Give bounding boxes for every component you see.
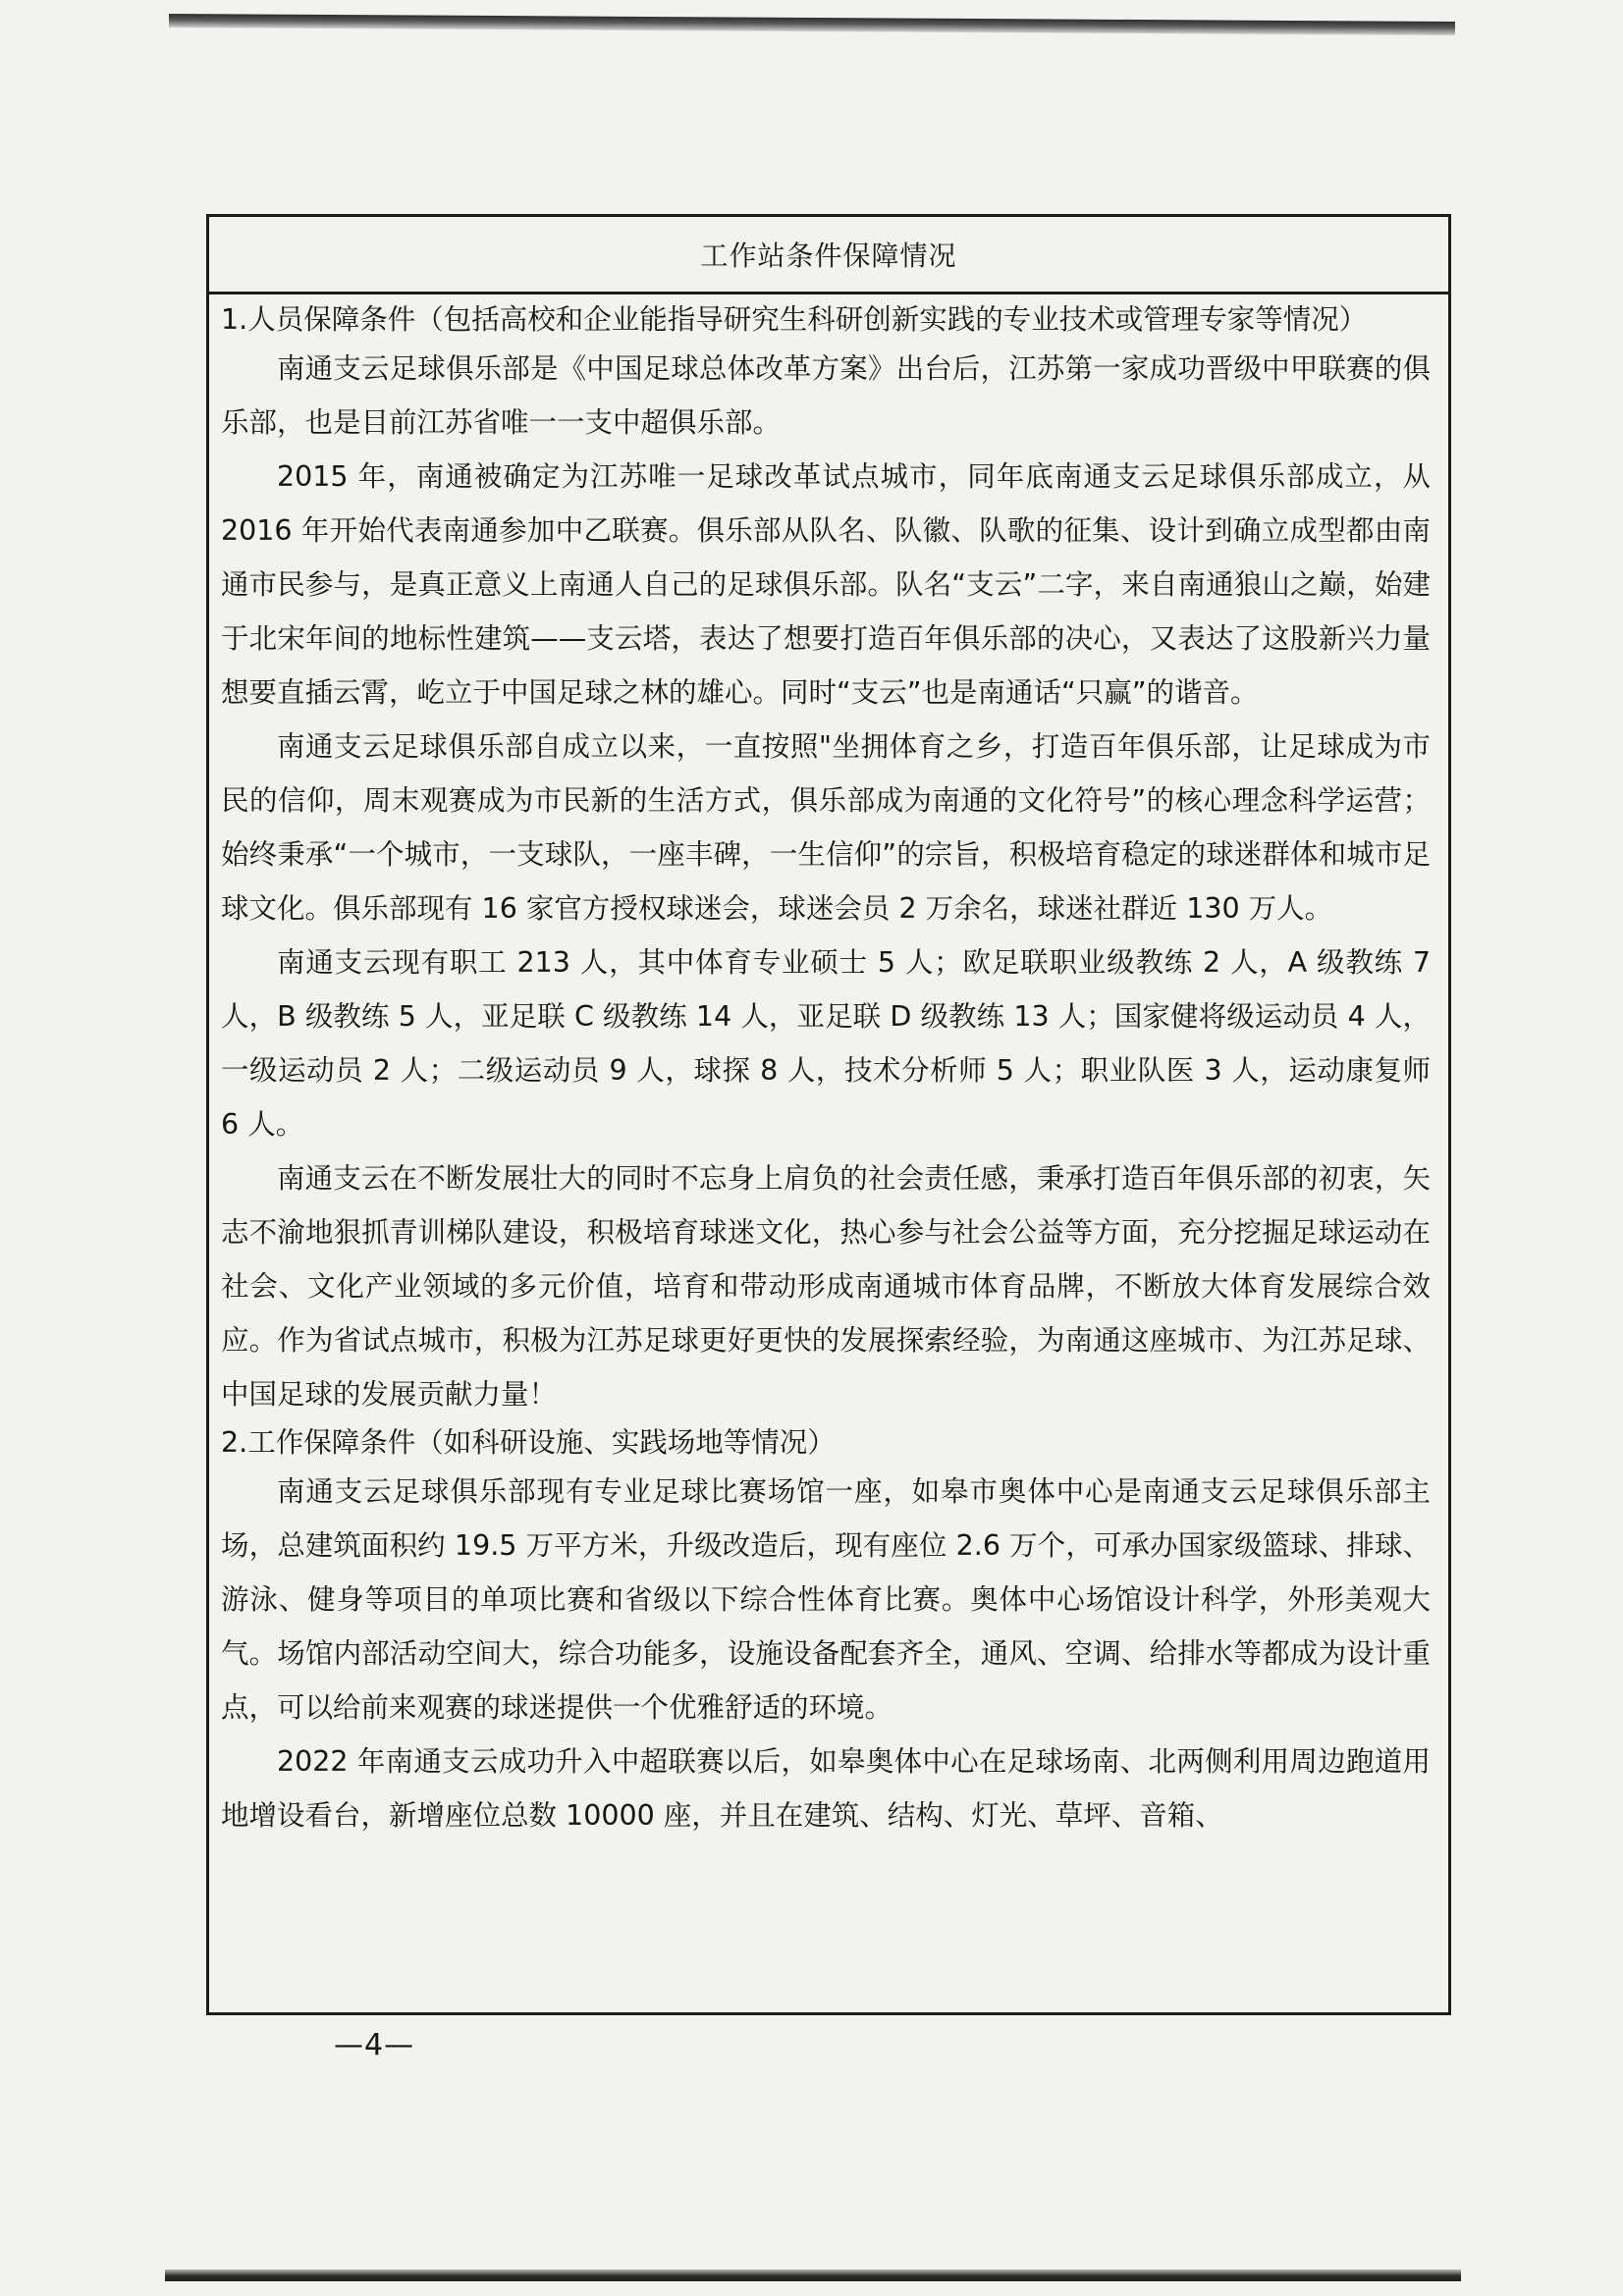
scan-edge-top bbox=[169, 14, 1455, 35]
page-number: —4— bbox=[334, 2028, 415, 2062]
conditions-table bbox=[206, 214, 1451, 2015]
paragraph: 南通支云足球俱乐部自成立以来，一直按照"坐拥体育之乡，打造百年俱乐部，让足球成为市民的信仰，周末观赛成为市民新的生活方式，俱乐部成为南通的文化符号”的核心理念科学运营；始终秉承“一个城市，一支球队，一座丰碑，一生信仰”的宗旨，积极培育稳定的球迷群体和城市足球文化。俱乐部现有 16 家官方授权球迷会，球迷会员 2 万余名，球迷社群近 130 万人。 bbox=[221, 730, 1431, 925]
paragraph: 南通支云足球俱乐部现有专业足球比赛场馆一座，如皋市奥体中心是南通支云足球俱乐部主场，总建筑面积约 19.5 万平方米，升级改造后，现有座位 2.6 万个，可承办国家级篮球、排球、游泳、健身等项目的单项比赛和省级以下综合性体育比赛。奥体中心场馆设计科学，外形美观大气。场馆内部活动空间大，综合功能多，设施设备配套齐全，通风、空调、给排水等都成为设计重点，可以给前来观赛的球迷提供一个优雅舒适的环境。 bbox=[221, 1475, 1431, 1724]
scan-edge-bottom bbox=[165, 2269, 1461, 2281]
table-body bbox=[209, 294, 1448, 1842]
paragraph: 2015 年，南通被确定为江苏唯一足球改革试点城市，同年底南通支云足球俱乐部成立，从 2016 年开始代表南通参加中乙联赛。俱乐部从队名、队徽、队歌的征集、设计到确立成型都由南通市民参与，是真正意义上南通人自己的足球俱乐部。队名“支云”二字，来自南通狼山之巅，始建于北宋年间的地标性建筑——支云塔，表达了想要打造百年俱乐部的决心，又表达了这股新兴力量想要直插云霄，屹立于中国足球之林的雄心。同时“支云”也是南通话“只赢”的谐音。 bbox=[221, 460, 1431, 709]
table-header bbox=[209, 217, 1448, 294]
paragraph: 南通支云足球俱乐部是《中国足球总体改革方案》出台后，江苏第一家成功晋级中甲联赛的俱乐部，也是目前江苏省唯一一支中超俱乐部。 bbox=[221, 352, 1431, 439]
paragraph: 2022 年南通支云成功升入中超联赛以后，如皋奥体中心在足球场南、北两侧利用周边跑道用地增设看台，新增座位总数 10000 座，并且在建筑、结构、灯光、草坪、音箱、 bbox=[221, 1745, 1431, 1832]
section-heading: 1.人员保障条件（包括高校和企业能指导研究生科研创新实践的专业技术或管理专家等情况） bbox=[221, 303, 1368, 336]
table-header-title: 工作站条件保障情况 bbox=[700, 240, 957, 272]
paragraph: 南通支云在不断发展壮大的同时不忘身上肩负的社会责任感，秉承打造百年俱乐部的初衷，矢志不渝地狠抓青训梯队建设，积极培育球迷文化，热心参与社会公益等方面，充分挖掘足球运动在社会、文化产业领域的多元价值，培育和带动形成南通城市体育品牌，不断放大体育发展综合效应。作为省试点城市，积极为江苏足球更好更快的发展探索经验，为南通这座城市、为江苏足球、中国足球的发展贡献力量！ bbox=[221, 1162, 1431, 1411]
section-heading: 2.工作保障条件（如科研设施、实践场地等情况） bbox=[221, 1426, 836, 1459]
paragraph: 南通支云现有职工 213 人，其中体育专业硕士 5 人；欧足联职业级教练 2 人，A 级教练 7 人，B 级教练 5 人，亚足联 C 级教练 14 人，亚足联 D 级教练 13 人；国家健将级运动员 4 人，一级运动员 2 人；二级运动员 9 人，球探 8 人，技术分析师 5 人；职业队医 3 人，运动康复师 6 人。 bbox=[221, 946, 1431, 1141]
section-personnel bbox=[221, 298, 1431, 1421]
section-work-conditions bbox=[221, 1421, 1431, 1842]
